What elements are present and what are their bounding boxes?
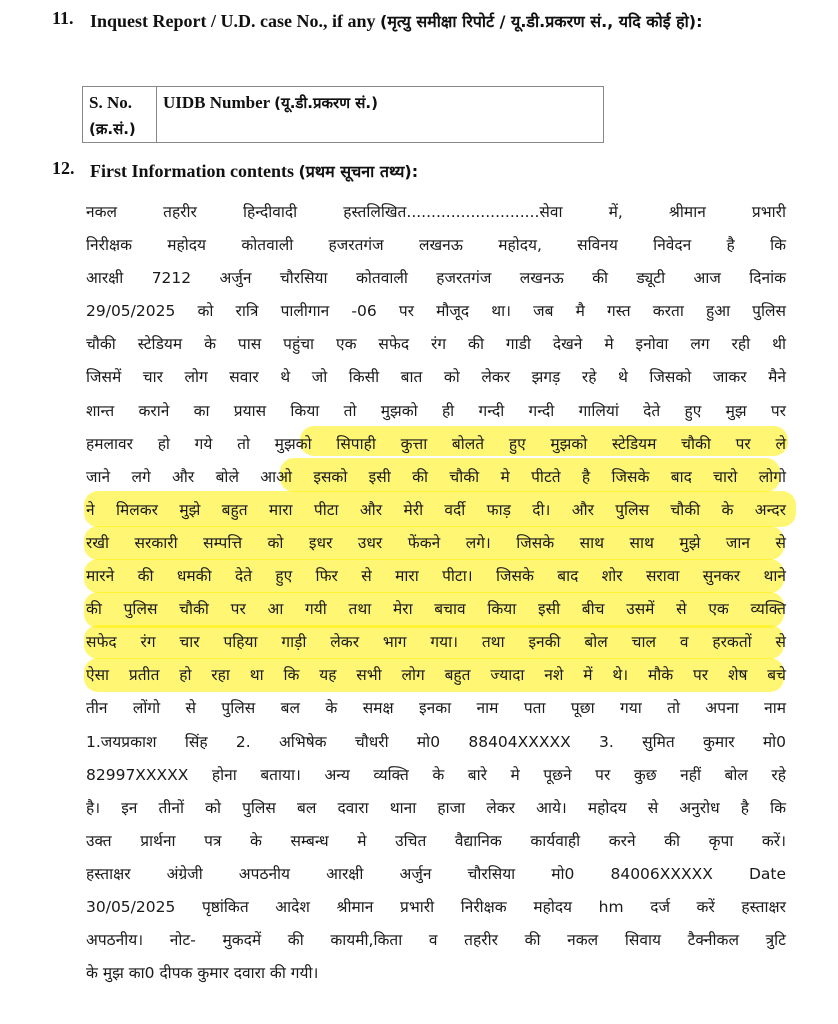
body-line: निरीक्षक महोदय कोतवाली हजरतगंज लखनऊ महोदय, सविनय निवेदन है कि bbox=[86, 236, 786, 255]
section-12-number: 12. bbox=[52, 158, 75, 178]
body-line: 30/05/2025 पृष्ठांकित आदेश श्रीमान प्रभारी निरीक्षक महोदय hm दर्ज करें हस्ताक्षर bbox=[86, 897, 786, 916]
body-line: है। इन तीनों को पुलिस बल दवारा थाना हाजा लेकर आये। महोदय से अनुरोध है कि bbox=[86, 798, 786, 817]
uidb-header bbox=[163, 90, 378, 116]
uidb-table bbox=[82, 86, 604, 143]
uidb-header-en: UIDB Number bbox=[163, 93, 270, 112]
body-line: 1.जयप्रकाश सिंह 2. अभिषेक चौधरी मो0 88404XXXXX 3. सुमित कुमार मो0 bbox=[86, 732, 786, 751]
body-line: जिसमें चार लोग सवार थे जो किसी बात को लेकर झगड़ रहे थे जिसको जाकर मैने bbox=[86, 368, 786, 387]
section-12-title-en: First Information contents bbox=[90, 161, 294, 181]
section-12-title bbox=[90, 156, 418, 187]
body-line: चौकी स्टेडियम के पास पहुंचा एक सफेद रंग की गाडी देखने मे इनोवा लग रही थी bbox=[86, 335, 786, 354]
body-line: आरक्षी 7212 अर्जुन चौरसिया कोतवाली हजरतगंज लखनऊ की ड्यूटी आज दिनांक bbox=[86, 269, 786, 288]
body-line: सफेद रंग चार पहिया गाड़ी लेकर भाग गया। तथा इनकी बोल चाल व हरकतों से bbox=[86, 633, 786, 652]
section-11-title-hi: (मृत्यु समीक्षा रिपोर्ट / यू.डी.प्रकरण सं., यदि कोई हो): bbox=[380, 12, 703, 31]
body-line: हस्ताक्षर अंग्रेजी अपठनीय आरक्षी अर्जुन चौरसिया मो0 84006XXXXX Date bbox=[86, 864, 786, 883]
section-12-title-hi: (प्रथम सूचना तथ्य): bbox=[298, 162, 419, 181]
body-line: की पुलिस चौकी पर आ गयी तथा मेरा बचाव किया इसी बीच उसमें से एक व्यक्ति bbox=[86, 600, 786, 619]
body-line: ने मिलकर मुझे बहुत मारा पीटा और मेरी वर्दी फाड़ दी। और पुलिस चौकी के अन्दर bbox=[86, 500, 786, 519]
section-11-title-en: Inquest Report / U.D. case No., if any bbox=[90, 11, 376, 31]
section-11-number: 11. bbox=[52, 8, 74, 28]
sno-header-en: S. No. bbox=[89, 93, 132, 112]
sno-header bbox=[89, 90, 136, 142]
body-line: मारने की धमकी देते हुए फिर से मारा पीटा। जिसके बाद शोर सरावा सुनकर थाने bbox=[86, 567, 786, 586]
body-line: अपठनीय। नोट- मुकदमें की कायमी,किता व तहरीर की नकल सिवाय टैक्नीकल त्रुटि bbox=[86, 931, 786, 950]
section-11-title bbox=[90, 6, 790, 37]
body-line: उक्त प्रार्थना पत्र के सम्बन्ध मे उचित वैद्यानिक कार्यवाही करने की कृपा करें। bbox=[86, 831, 786, 850]
body-line: 29/05/2025 को रात्रि पालीगान -06 पर मौजूद था। जब मै गस्त करता हुआ पुलिस bbox=[86, 302, 786, 321]
body-line: जाने लगे और बोले आओ इसको इसी की चौकी मे पीटते है जिसके बाद चारो लोगो bbox=[86, 467, 786, 486]
body-line: के मुझ का0 दीपक कुमार दवारा की गयी। bbox=[86, 964, 319, 983]
body-line: हमलावर हो गये तो मुझको सिपाही कुत्ता बोलते हुए मुझको स्टेडियम चौकी पर ले bbox=[86, 434, 786, 453]
body-line: 82997XXXXX होना बताया। अन्य व्यक्ति के बारे मे पूछने पर कुछ नहीं बोल रहे bbox=[86, 765, 786, 784]
body-line: ऐसा प्रतीत हो रहा था कि यह सभी लोग बहुत ज्यादा नशे में थे। मौके पर शेष बचे bbox=[86, 666, 786, 685]
uidb-header-hi: (यू.डी.प्रकरण सं.) bbox=[274, 94, 378, 112]
body-line: नकल तहरीर हिन्दीवादी हस्तलिखित...........................सेवा में, श्रीमान प्रभारी bbox=[86, 203, 786, 221]
first-information-body bbox=[86, 196, 786, 990]
body-line: शान्त कराने का प्रयास किया तो मुझको ही गन्दी गन्दी गालियां देते हुए मुझ पर bbox=[86, 401, 786, 420]
table-divider bbox=[156, 87, 157, 142]
body-line: तीन लोंगो से पुलिस बल के समक्ष इनका नाम पता पूछा गया तो अपना नाम bbox=[86, 699, 786, 718]
body-line: रखी सरकारी सम्पत्ति को इधर उधर फेंकने लगे। जिसके साथ साथ मुझे जान से bbox=[86, 533, 786, 552]
sno-header-hi: (क्र.सं.) bbox=[89, 120, 136, 138]
